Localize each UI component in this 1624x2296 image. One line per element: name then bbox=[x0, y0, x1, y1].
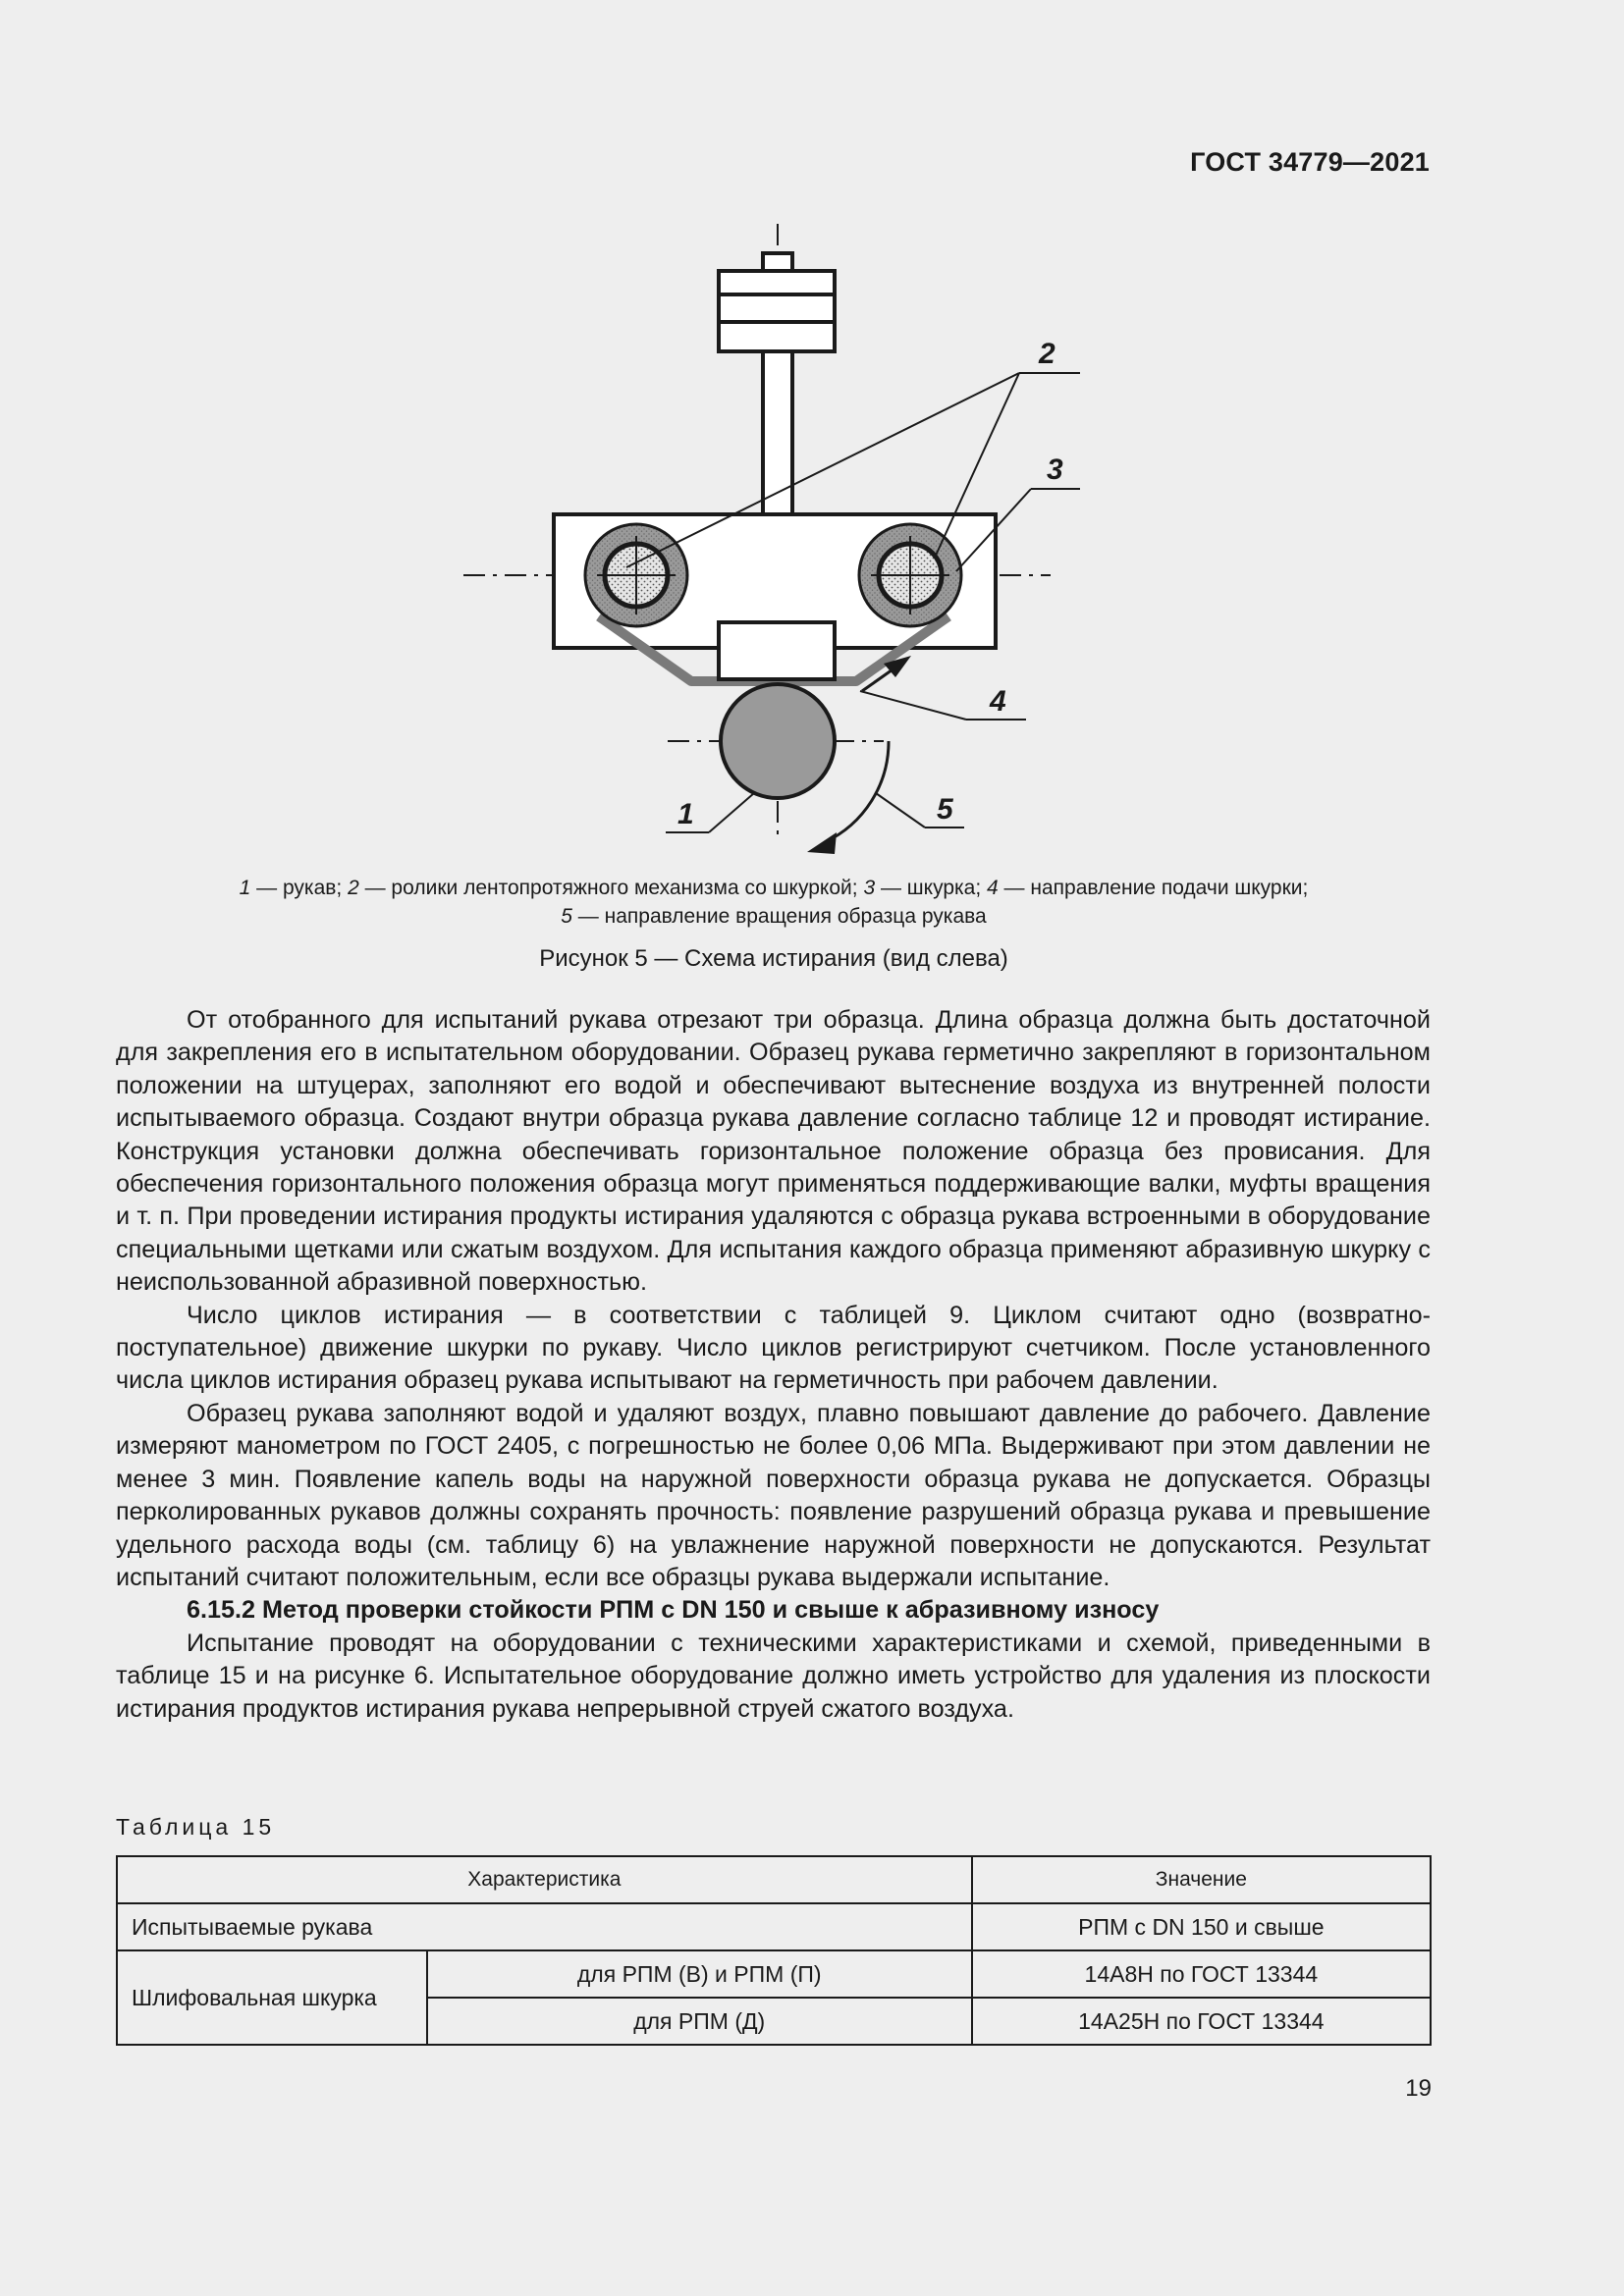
paragraph: Образец рукава заполняют водой и удаляют воздух, плавно повышают давление до рабочего. Давление измеряют манометром по ГОСТ 2405, с погрешностью не более 0,06 МПа. Выдерживают при этом давлении не менее 3 мин. Появление капель воды на наружной поверхности образца рукава не допускается. Образцы перколированных рукавов должны сохранять прочность: появление разрушений образца рукава и превышение удельного расхода воды (см. таблицу 6) на увлажнение наружной поверхности не допускаются. Результат испытаний считают положительным, если все образцы рукава выдержали испытание. bbox=[116, 1399, 1431, 1591]
table-header-row bbox=[117, 1856, 1431, 1903]
page-number: 19 bbox=[1405, 2075, 1432, 2102]
cell-hoses-value: РПМ с DN 150 и свыше bbox=[972, 1903, 1431, 1950]
figure-label-4: 4 bbox=[990, 685, 1006, 718]
figure-label-2: 2 bbox=[1039, 338, 1056, 370]
pressure-block bbox=[719, 622, 835, 679]
cell-value: 14А25Н по ГОСТ 13344 bbox=[972, 1998, 1431, 2045]
body-text bbox=[116, 1004, 1431, 1726]
header-value: Значение bbox=[972, 1856, 1431, 1903]
figure-title: Рисунок 5 — Схема истирания (вид слева) bbox=[539, 945, 1008, 972]
spec-table bbox=[116, 1855, 1432, 2046]
left-roller bbox=[585, 524, 687, 626]
document-code: ГОСТ 34779—2021 bbox=[1190, 147, 1430, 177]
figure-label-1: 1 bbox=[677, 798, 694, 830]
right-roller bbox=[859, 524, 961, 626]
figure-legend bbox=[116, 874, 1432, 931]
cell-condition: для РПМ (В) и РПМ (П) bbox=[427, 1950, 972, 1998]
legend-line-2: 5 — направление вращения образца рукава bbox=[561, 905, 987, 928]
spindle-assembly bbox=[719, 253, 835, 528]
cell-abrasive-paper: Шлифовальная шкурка bbox=[117, 1950, 427, 2045]
cell-value: 14А8Н по ГОСТ 13344 bbox=[972, 1950, 1431, 1998]
paragraph: Число циклов истирания — в соответствии с таблицей 9. Циклом считают одно (возвратно-поступательное) движение шкурки по рукаву. Число циклов регистрируют счетчиком. После установленного числа циклов истирания образец рукава испытывают на герметичность при рабочем давлении. bbox=[116, 1301, 1431, 1395]
abrasion-scheme-drawing bbox=[452, 224, 1080, 862]
paragraph: От отобранного для испытаний рукава отрезают три образца. Длина образца должна быть достаточной для закрепления его в испытательном оборудовании. Образец рукава герметично закрепляют в горизонтальном положении на штуцерах, заполняют его водой и обеспечивают вытеснение воздуха из внутренней полости испытываемого образца. Создают внутри образца рукава давление согласно таблице 12 и проводят истирание. Конструкция установки должна обеспечивать горизонтальное положение образца без провисания. Для обеспечения горизонтального положения образца могут применяться поддерживающие валки, муфты вращения и т. п. При проведении истирания продукты истирания удаляются с образца рукава встроенными в оборудование специальными щетками или сжатым воздухом. Для испытания каждого образца применяют абразивную шкурку с неиспользованной абразивной поверхностью. bbox=[116, 1006, 1431, 1297]
table-label: Таблица 15 bbox=[116, 1814, 276, 1840]
hose-specimen bbox=[721, 684, 835, 798]
abrasion-scheme-figure bbox=[452, 224, 1080, 862]
table-row bbox=[117, 1950, 1431, 1998]
paragraph: Испытание проводят на оборудовании с техническими характеристиками и схемой, приведенными в таблице 15 и на рисунке 6. Испытательное оборудование должно иметь устройство для удаления из плоскости истирания продуктов истирания рукава непрерывной струей сжатого воздуха. bbox=[116, 1629, 1431, 1723]
section-heading: 6.15.2 Метод проверки стойкости РПМ с DN 150 и свыше к абразивному износу bbox=[187, 1596, 1160, 1625]
cell-condition: для РПМ (Д) bbox=[427, 1998, 972, 2045]
legend-line-1: 1 — рукав; 2 — ролики лентопротяжного механизма со шкуркой; 3 — шкурка; 4 — направление подачи шкурки; bbox=[239, 877, 1309, 899]
figure-label-3: 3 bbox=[1047, 454, 1063, 486]
figure-label-5: 5 bbox=[937, 793, 953, 826]
table-row bbox=[117, 1903, 1431, 1950]
header-characteristic: Характеристика bbox=[117, 1856, 972, 1903]
cell-hoses-tested: Испытываемые рукава bbox=[117, 1903, 972, 1950]
